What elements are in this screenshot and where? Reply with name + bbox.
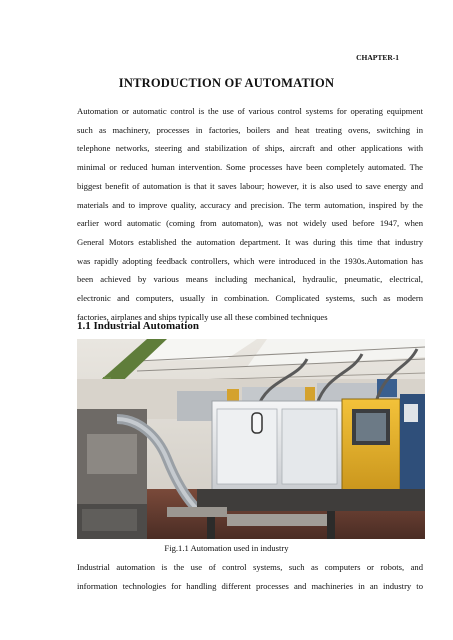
intro-paragraph <box>77 102 423 326</box>
front-bins <box>77 504 147 539</box>
intro-line: electronic and computers, usually in combination. Complicated systems, such as modern <box>77 293 423 304</box>
intro-line: factories, airplanes and ships typically use all these combined techniques <box>77 311 328 322</box>
section-line: Industrial automation is the use of control systems, such as computers or robots, and <box>77 562 423 572</box>
section-heading: 1.1 Industrial Automation <box>77 320 199 332</box>
factory-photo <box>77 339 425 539</box>
intro-line: General Motors established the automation department. It was during this time that industry <box>77 236 423 247</box>
chapter-label: CHAPTER-1 <box>356 53 399 62</box>
intro-line: materials and to improve quality, accuracy and precision. The term automation, inspired by the <box>77 199 423 210</box>
section-paragraph <box>77 558 423 595</box>
intro-line: been achieved by various means including mechanical, hydraulic, pneumatic, electrical, <box>77 274 423 285</box>
intro-line: Automation or automatic control is the use of various control systems for operating equipment <box>77 106 423 116</box>
intro-line: minimal or reduced human intervention. Some processes have been completely automated. The <box>77 162 423 173</box>
main-machine <box>212 401 342 491</box>
yellow-control-unit <box>342 394 425 504</box>
figure-caption: Fig.1.1 Automation used in industry <box>164 543 289 553</box>
section-line: information technologies for handling different processes and machineries in an industry to <box>77 580 423 591</box>
intro-line: earlier word automatic (coming from automaton), was not widely used before 1947, when <box>77 218 423 229</box>
intro-line: such as machinery, processes in factories, boilers and heat treating ovens, switching in <box>77 124 423 135</box>
intro-line: telephone networks, steering and stabilization of ships, aircraft and other applications with <box>77 143 423 154</box>
page-title: INTRODUCTION OF AUTOMATION <box>118 76 335 90</box>
intro-line: was rapidly adopting feedback controllers, which were introduced in the 1930s.Automation has <box>77 255 423 266</box>
intro-line: biggest benefit of automation is that it saves labour; however, it is also used to save energy and <box>77 180 423 191</box>
